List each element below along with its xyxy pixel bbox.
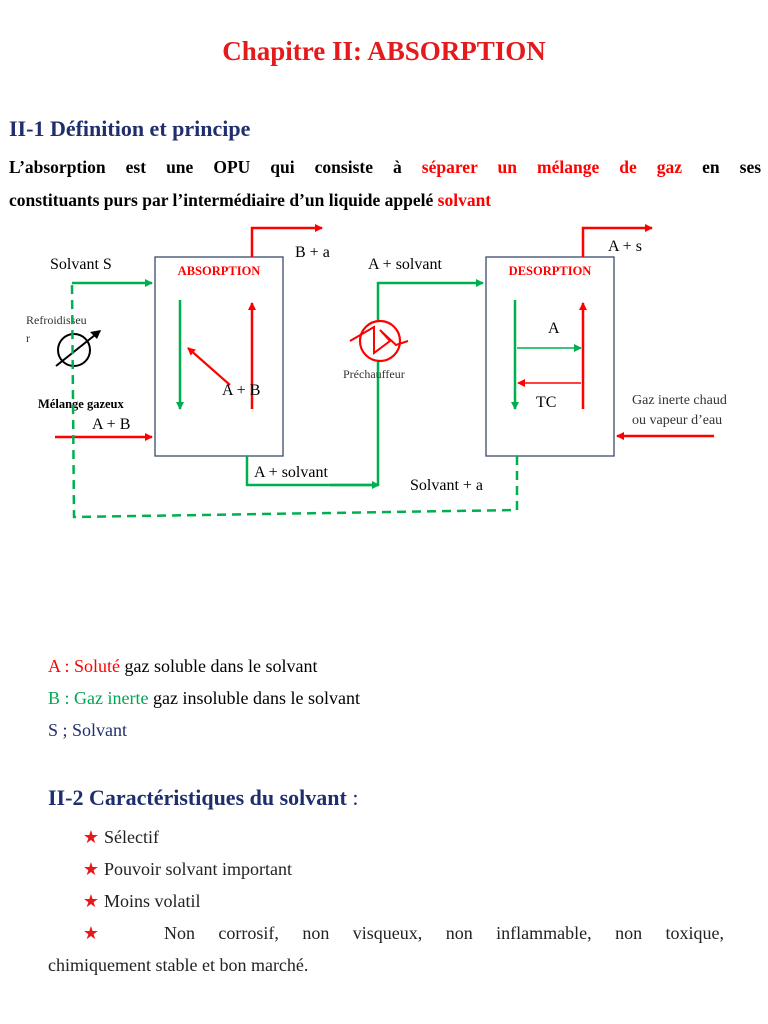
label-prechauffeur: Préchauffeur [343, 367, 405, 381]
label-a-plus-b-inlet: A + B [92, 416, 131, 433]
cooler-icon [56, 330, 101, 366]
label-a-plus-solvant-top: A + solvant [368, 256, 442, 273]
label-melange-gazeux: Mélange gazeux [38, 397, 124, 411]
definition-paragraph [9, 151, 761, 217]
star-icon: ★ [82, 859, 100, 879]
label-a-plus-b-box: A + B [222, 382, 261, 399]
label-a-desorption: A [548, 320, 560, 337]
list-item: ★ Moins volatil [48, 885, 724, 917]
desorption-column [486, 257, 614, 456]
legend-item-b: B : Gaz inerte gaz insoluble dans le solvant [48, 688, 360, 708]
label-refroidisseur: Refroidisseu [26, 313, 87, 327]
list-item: ★ Pouvoir solvant important [48, 853, 724, 885]
desorption-label: DESORPTION [508, 264, 592, 278]
label-gaz-inerte-1: Gaz inerte chaud [632, 393, 727, 408]
star-icon: ★ [82, 891, 100, 911]
page-title: Chapitre II: ABSORPTION [222, 36, 546, 66]
para-line1-end: en ses [702, 157, 762, 177]
para-highlight-separer: séparer un mélange de gaz [421, 157, 683, 177]
absorption-label: ABSORPTION [177, 264, 261, 278]
absorption-column [155, 257, 283, 456]
para-highlight-solvant: solvant [437, 190, 492, 210]
label-tc: TC [536, 394, 557, 411]
label-solvant-s: Solvant S [50, 256, 112, 273]
star-icon: ★ [82, 923, 100, 943]
section2-heading: II-2 Caractéristiques du solvant : [48, 785, 359, 810]
label-solvant-plus-a: Solvant + a [410, 477, 484, 494]
star-icon: ★ [82, 827, 100, 847]
solvent-to-desorption-line [378, 283, 483, 485]
label-a-plus-solvant-bottom: A + solvant [254, 464, 328, 481]
para-line2-start: constituants purs par l’intermédiaire d’un liquide appelé [9, 190, 434, 210]
list-item: ★ Sélectif [48, 821, 724, 853]
preheater-icon [350, 321, 408, 361]
section1-heading: II-1 Définition et principe [9, 116, 251, 141]
label-b-plus-a: B + a [295, 244, 330, 261]
list-item: ★ Non corrosif, non visqueux, non inflammable, non toxique, [48, 917, 724, 949]
label-a-plus-s: A + s [608, 238, 642, 255]
label-refroidisseur-end: r [26, 331, 30, 345]
legend-item-a: A : Soluté gaz soluble dans le solvant [48, 656, 318, 676]
absorption-diagram [0, 215, 768, 525]
legend-item-s: S ; Solvant [48, 720, 128, 740]
solvent-characteristics-list [48, 821, 724, 981]
list-item-continuation: chimiquement stable et bon marché. [48, 955, 309, 975]
para-line1-start: L’absorption est une OPU qui consiste à [9, 157, 402, 177]
label-gaz-inerte-2: ou vapeur d’eau [632, 413, 723, 428]
legend [48, 650, 360, 746]
